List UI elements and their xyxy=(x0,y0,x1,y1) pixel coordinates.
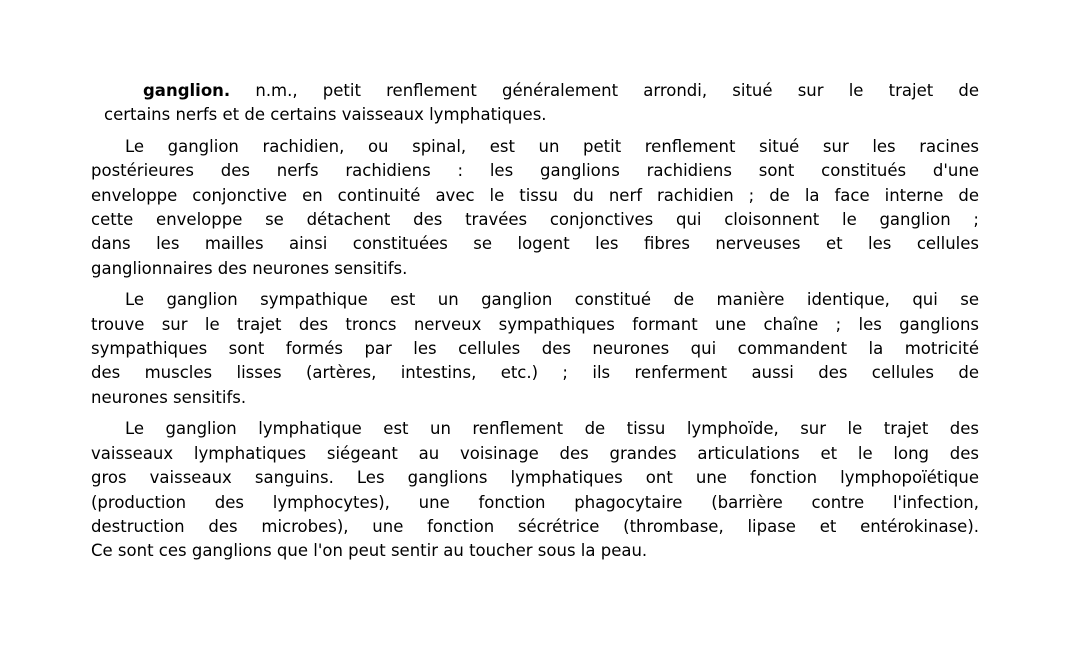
headword: ganglion. xyxy=(143,81,231,100)
paragraph-ganglion-rachidien xyxy=(91,135,979,281)
text-line: des muscles lisses (artères, intestins, etc.) ; ils renferment aussi des cellules de xyxy=(91,363,979,383)
text-line: (production des lymphocytes), une fonction phagocytaire (barrière contre l'infection, xyxy=(91,492,979,512)
text-line: enveloppe conjonctive en continuité avec le tissu du nerf rachidien ; de la face interne de xyxy=(91,185,979,205)
text-line: cette enveloppe se détachent des travées conjonctives qui cloisonnent le ganglion ; xyxy=(91,210,979,230)
text-line: trouve sur le trajet des troncs nerveux sympathiques formant une chaîne ; les ganglions xyxy=(91,314,979,334)
text-line: certains nerfs et de certains vaisseaux lymphatiques. xyxy=(104,105,547,125)
text-line: sympathiques sont formés par les cellules des neurones qui commandent la motricité xyxy=(91,339,979,359)
text-line: Ce sont ces ganglions que l'on peut sentir au toucher sous la peau. xyxy=(91,541,648,561)
text-line: Le ganglion rachidien, ou spinal, est un petit renflement situé sur les racines xyxy=(125,136,979,156)
text-line: destruction des microbes), une fonction sécrétrice (thrombase, lipase et entérokinase). xyxy=(91,516,979,536)
paragraph-definition xyxy=(104,79,979,128)
text-line: gros vaisseaux sanguins. Les ganglions lymphatiques ont une fonction lymphopoïétique xyxy=(91,468,979,488)
definition-text: n.m., petit renflement généralement arrondi, situé sur le trajet de xyxy=(255,81,979,100)
text-line: Le ganglion lymphatique est un renflement de tissu lymphoïde, sur le trajet des xyxy=(125,419,979,439)
text-line: Le ganglion sympathique est un ganglion constitué de manière identique, qui se xyxy=(125,290,979,310)
text-line xyxy=(104,79,979,103)
paragraph-ganglion-lymphatique xyxy=(91,417,979,563)
paragraph-ganglion-sympathique xyxy=(91,288,979,410)
text-line: vaisseaux lymphatiques siégeant au voisinage des grandes articulations et le long des xyxy=(91,443,979,463)
text-line: neurones sensitifs. xyxy=(91,387,247,407)
text-line: postérieures des nerfs rachidiens : les ganglions rachidiens sont constitués d'une xyxy=(91,161,979,181)
dictionary-page xyxy=(91,79,979,564)
text-line: ganglionnaires des neurones sensitifs. xyxy=(91,258,408,278)
text-line: dans les mailles ainsi constituées se logent les fibres nerveuses et les cellules xyxy=(91,234,979,254)
